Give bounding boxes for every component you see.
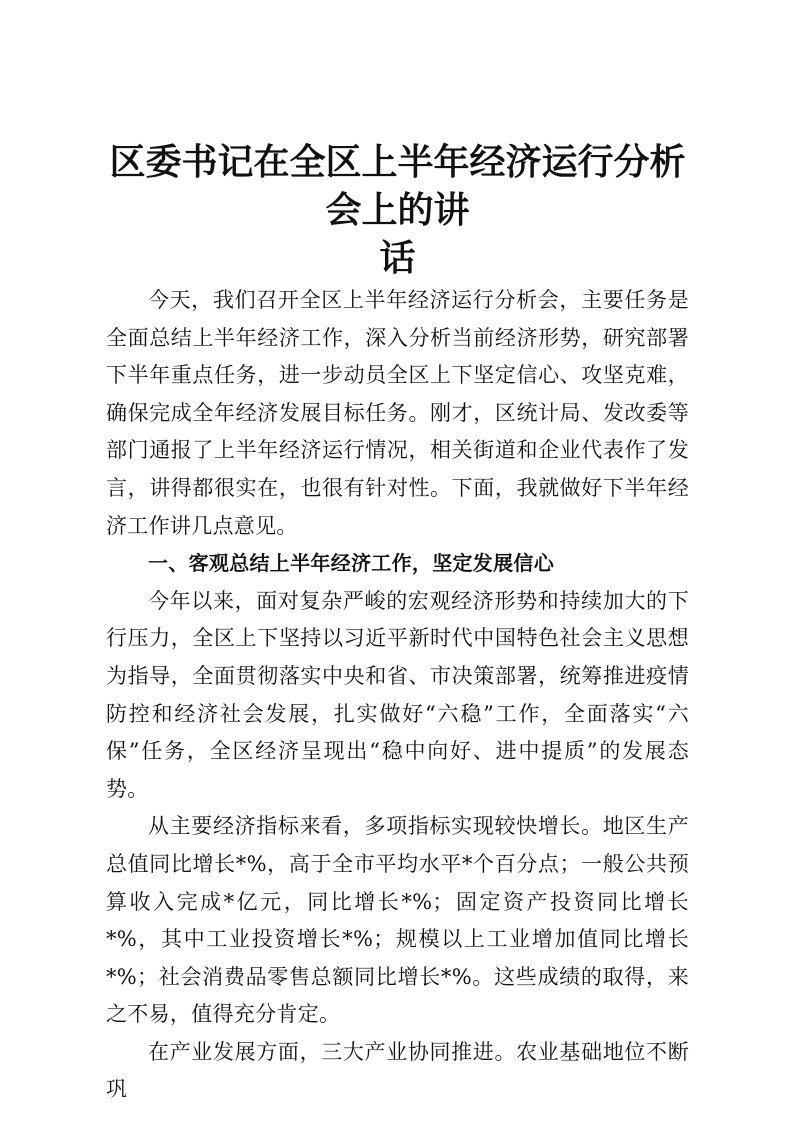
title-line-2: 话 <box>379 237 416 279</box>
paragraph-intro: 今天，我们召开全区上半年经济运行分析会，主要任务是全面总结上半年经济工作，深入分析当前经济形势，研究部署下半年重点任务，进一步动员全区上下坚定信心、攻坚克难，确保完成全年经济发展目标任务。刚才，区统计局、发改委等部门通报了上半年经济运行情况，相关街道和企业代表作了发言，讲得都很实在，也很有针对性。下面，我就做好下半年经济工作讲几点意见。 <box>106 288 689 538</box>
paragraph-overview: 今年以来，面对复杂严峻的宏观经济形势和持续加大的下行压力，全区上下坚持以习近平新时代中国特色社会主义思想为指导，全面贯彻落实中央和省、市决策部署，统筹推进疫情防控和经济社会发展，扎实做好“六稳”工作，全面落实“六保”任务，全区经济呈现出“稳中向好、进中提质”的发展态势。 <box>106 588 689 801</box>
document-title <box>106 138 689 282</box>
paragraph-indicators: 从主要经济指标来看，多项指标实现较快增长。地区生产总值同比增长*%，高于全市平均水平*个百分点；一般公共预算收入完成*亿元，同比增长*%；固定资产投资同比增长*%，其中工业投资增长*%；规模以上工业增加值同比增长*%；社会消费品零售总额同比增长*%。这些成绩的取得，来之不易，值得充分肯定。 <box>106 814 689 1027</box>
paragraph-industry: 在产业发展方面，三大产业协同推进。农业基础地位不断巩 <box>106 1039 689 1102</box>
section-heading-1: 一、客观总结上半年经济工作，坚定发展信心 <box>148 551 554 576</box>
document-page <box>106 138 689 1109</box>
title-line-1: 区委书记在全区上半年经济运行分析会上的讲 <box>109 141 686 231</box>
